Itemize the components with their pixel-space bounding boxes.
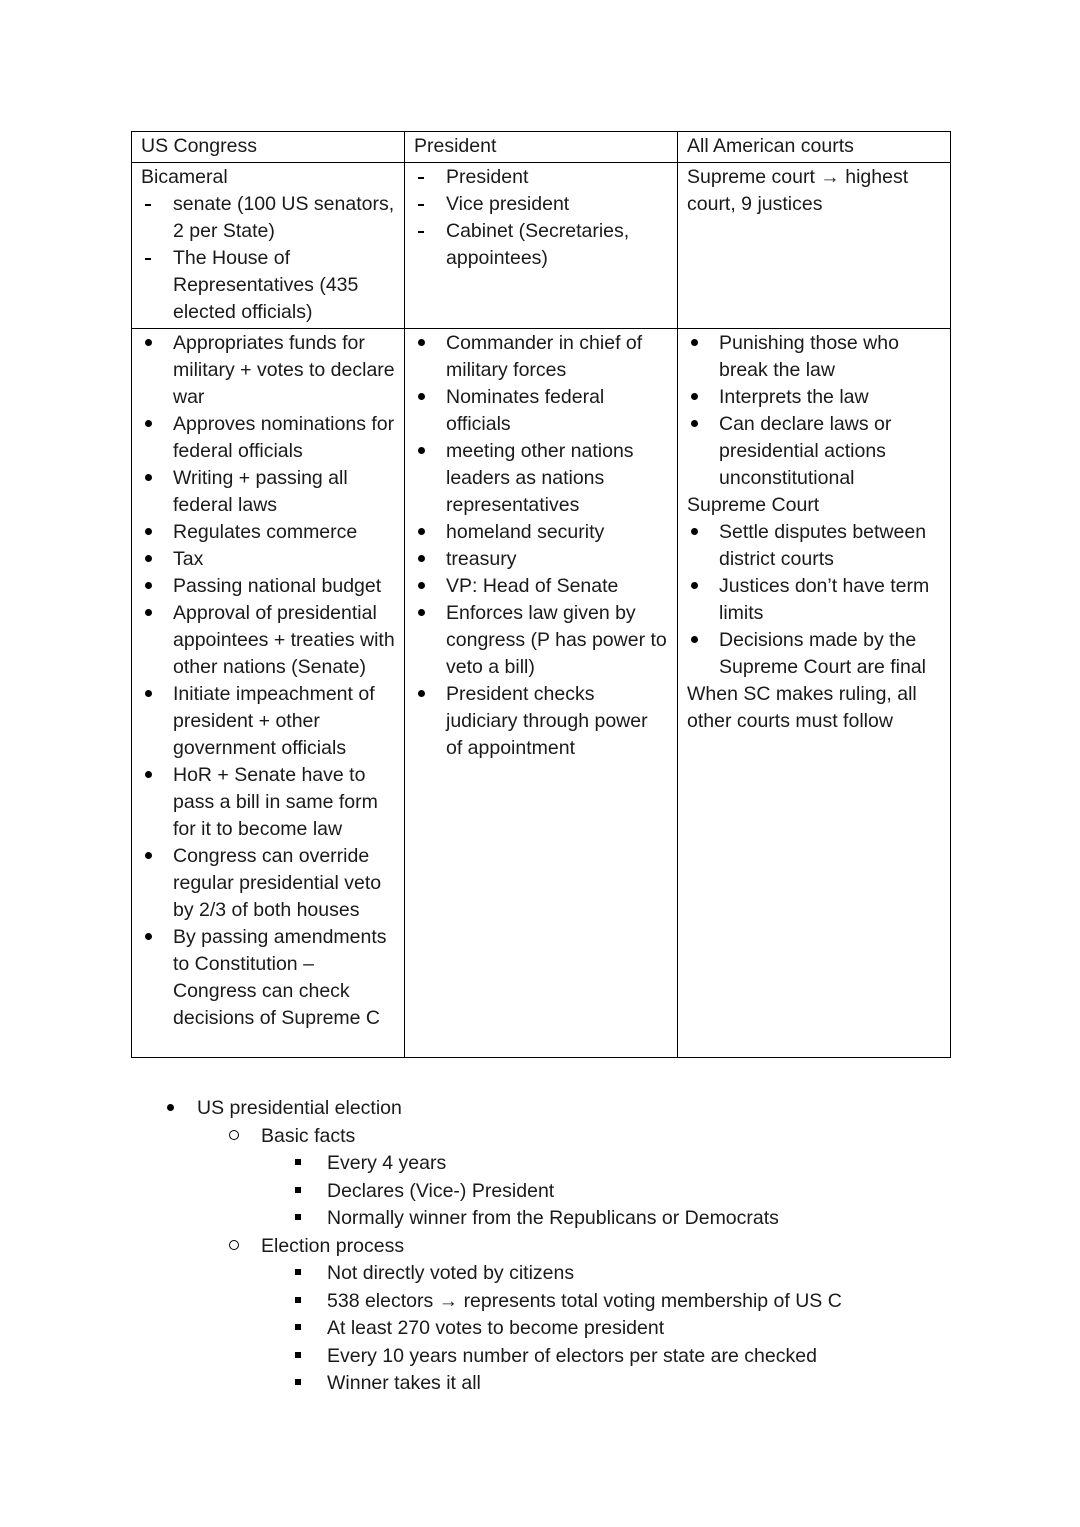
list-item: Writing + passing all federal laws bbox=[141, 465, 396, 519]
supreme-court-note: When SC makes ruling, all other courts must follow bbox=[687, 683, 917, 732]
table-structure-row bbox=[132, 163, 951, 329]
list-item: Appropriates funds for military + votes to declare war bbox=[141, 330, 396, 411]
courts-powers-list bbox=[687, 330, 942, 492]
president-structure-list bbox=[414, 164, 669, 272]
list-item: 538 electors → represents total voting membership of US C bbox=[163, 1288, 842, 1316]
list-item: Interprets the law bbox=[687, 384, 942, 411]
outline-section-election-process: Election process bbox=[163, 1233, 842, 1261]
congress-structure-list bbox=[141, 191, 396, 326]
list-item: The House of Representatives (435 elected officials) bbox=[141, 245, 396, 326]
list-item: President bbox=[414, 164, 669, 191]
supreme-court-text: Supreme court → highest court, 9 justices bbox=[687, 166, 909, 215]
supreme-court-heading: Supreme Court bbox=[687, 494, 820, 516]
list-item: treasury bbox=[414, 546, 669, 573]
list-item: meeting other nations leaders as nations representatives bbox=[414, 438, 669, 519]
header-courts: All American courts bbox=[678, 132, 951, 163]
list-item: homeland security bbox=[414, 519, 669, 546]
list-item: Winner takes it all bbox=[163, 1370, 842, 1398]
list-item: Can declare laws or presidential actions unconstitutional bbox=[687, 411, 942, 492]
list-item: Decisions made by the Supreme Court are final bbox=[687, 627, 942, 681]
list-item: VP: Head of Senate bbox=[414, 573, 669, 600]
supreme-court-list bbox=[687, 519, 942, 681]
list-item: Tax bbox=[141, 546, 396, 573]
header-congress: US Congress bbox=[132, 132, 405, 163]
list-item: Every 10 years number of electors per state are checked bbox=[163, 1343, 842, 1371]
list-item: Passing national budget bbox=[141, 573, 396, 600]
list-item: HoR + Senate have to pass a bill in same form for it to become law bbox=[141, 762, 396, 843]
list-item: Normally winner from the Republicans or Democrats bbox=[163, 1205, 842, 1233]
congress-structure-cell bbox=[132, 163, 405, 329]
bicameral-label: Bicameral bbox=[141, 166, 228, 188]
courts-powers-cell bbox=[678, 329, 951, 1058]
congress-powers-cell bbox=[132, 329, 405, 1058]
table-header-row bbox=[132, 132, 951, 163]
courts-structure-cell bbox=[678, 163, 951, 329]
list-item: Not directly voted by citizens bbox=[163, 1260, 842, 1288]
list-item: Settle disputes between district courts bbox=[687, 519, 942, 573]
list-item: Cabinet (Secretaries, appointees) bbox=[414, 218, 669, 272]
list-item: Enforces law given by congress (P has power to veto a bill) bbox=[414, 600, 669, 681]
list-item: Declares (Vice-) President bbox=[163, 1178, 842, 1206]
outline-section-basic-facts: Basic facts bbox=[163, 1123, 842, 1151]
list-item: Commander in chief of military forces bbox=[414, 330, 669, 384]
president-powers-list bbox=[414, 330, 669, 762]
list-item: Every 4 years bbox=[163, 1150, 842, 1178]
list-item: Congress can override regular presidential veto by 2/3 of both houses bbox=[141, 843, 396, 924]
president-powers-cell bbox=[405, 329, 678, 1058]
outline-title: US presidential election bbox=[163, 1095, 842, 1123]
list-item: Approves nominations for federal officials bbox=[141, 411, 396, 465]
list-item: By passing amendments to Constitution – Congress can check decisions of Supreme C bbox=[141, 924, 396, 1032]
election-outline bbox=[163, 1095, 842, 1398]
congress-powers-list bbox=[141, 330, 396, 1032]
header-president: President bbox=[405, 132, 678, 163]
list-item: Punishing those who break the law bbox=[687, 330, 942, 384]
table-powers-row bbox=[132, 329, 951, 1058]
list-item: Vice president bbox=[414, 191, 669, 218]
president-structure-cell bbox=[405, 163, 678, 329]
list-item: senate (100 US senators, 2 per State) bbox=[141, 191, 396, 245]
list-item: Approval of presidential appointees + treaties with other nations (Senate) bbox=[141, 600, 396, 681]
list-item: At least 270 votes to become president bbox=[163, 1315, 842, 1343]
list-item: Regulates commerce bbox=[141, 519, 396, 546]
list-item: President checks judiciary through power of appointment bbox=[414, 681, 669, 762]
list-item: Nominates federal officials bbox=[414, 384, 669, 438]
branches-table bbox=[131, 131, 951, 1058]
list-item: Initiate impeachment of president + other government officials bbox=[141, 681, 396, 762]
list-item: Justices don’t have term limits bbox=[687, 573, 942, 627]
